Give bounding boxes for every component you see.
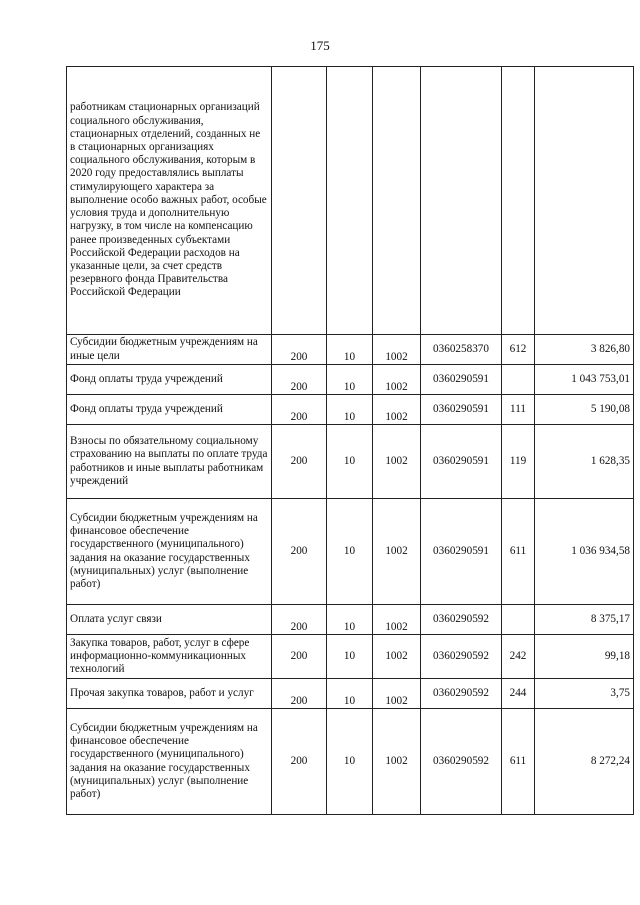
amount-cell: 5 190,08 (535, 395, 634, 425)
subsection-code-cell: 1002 (373, 605, 421, 635)
section-code-cell: 10 (327, 365, 373, 395)
section-code-cell: 10 (327, 335, 373, 365)
amount-cell: 99,18 (535, 635, 634, 679)
target-article-cell: 0360290591 (421, 499, 502, 605)
admin-code-cell: 200 (272, 395, 327, 425)
subsection-code-cell: 1002 (373, 395, 421, 425)
table-row (67, 679, 634, 709)
subsection-code-cell: 1002 (373, 335, 421, 365)
subsection-code-cell: 1002 (373, 679, 421, 709)
row-description: Субсидии бюджетным учреждениям на иные цели (67, 335, 272, 365)
expense-type-cell: 119 (502, 425, 535, 499)
table-row (67, 67, 634, 335)
expense-type-cell (502, 365, 535, 395)
admin-code-cell: 200 (272, 605, 327, 635)
target-article-cell: 0360290592 (421, 709, 502, 815)
row-description: работникам стационарных организаций социального обслуживания, стационарных отделений, созданных не в стационарных организациях социального обслуживания, которым в 2020 году предоставлялись выплаты стимулирующего характера за выполнение особо важных работ, особые условия труда и дополнительную нагрузку, в том числе на компенсацию ранее произведенных субъектами Российской Федерации расходов на указанные цели, за счет средств резервного фонда Правительства Российской Федерации (67, 67, 272, 335)
section-code-cell: 10 (327, 679, 373, 709)
row-description: Субсидии бюджетным учреждениям на финансовое обеспечение государственного (муниципального) задания на оказание государственных (муниципальных) услуг (выполнение работ) (67, 499, 272, 605)
expense-type-cell: 612 (502, 335, 535, 365)
admin-code-cell: 200 (272, 335, 327, 365)
subsection-code-cell: 1002 (373, 425, 421, 499)
target-article-cell: 0360290592 (421, 605, 502, 635)
expense-type-cell: 244 (502, 679, 535, 709)
subsection-code-cell: 1002 (373, 635, 421, 679)
admin-code-cell: 200 (272, 365, 327, 395)
expense-type-cell: 242 (502, 635, 535, 679)
expense-type-cell: 111 (502, 395, 535, 425)
target-article-cell: 0360290591 (421, 365, 502, 395)
row-description: Фонд оплаты труда учреждений (67, 365, 272, 395)
section-code-cell: 10 (327, 425, 373, 499)
amount-cell: 3 826,80 (535, 335, 634, 365)
table-row (67, 365, 634, 395)
expense-type-cell: 611 (502, 709, 535, 815)
target-article-cell: 0360290592 (421, 679, 502, 709)
admin-code-cell: 200 (272, 709, 327, 815)
table-row (67, 335, 634, 365)
target-article-cell: 0360290592 (421, 635, 502, 679)
budget-table (66, 66, 634, 815)
section-code-cell: 10 (327, 395, 373, 425)
row-description: Фонд оплаты труда учреждений (67, 395, 272, 425)
target-article-cell: 0360290591 (421, 425, 502, 499)
section-code-cell: 10 (327, 709, 373, 815)
amount-cell: 8 272,24 (535, 709, 634, 815)
subsection-code-cell: 1002 (373, 709, 421, 815)
table-row (67, 709, 634, 815)
table-row (67, 395, 634, 425)
table-row (67, 605, 634, 635)
subsection-code-cell (373, 67, 421, 335)
row-description: Закупка товаров, работ, услуг в сфере информационно-коммуникационных технологий (67, 635, 272, 679)
amount-cell: 1 043 753,01 (535, 365, 634, 395)
expense-type-cell (502, 67, 535, 335)
admin-code-cell: 200 (272, 425, 327, 499)
amount-cell: 3,75 (535, 679, 634, 709)
admin-code-cell: 200 (272, 679, 327, 709)
target-article-cell (421, 67, 502, 335)
target-article-cell: 0360258370 (421, 335, 502, 365)
admin-code-cell (272, 67, 327, 335)
row-description: Взносы по обязательному социальному страхованию на выплаты по оплате труда работников и иные выплаты работникам учреждений (67, 425, 272, 499)
expense-type-cell (502, 605, 535, 635)
section-code-cell: 10 (327, 605, 373, 635)
section-code-cell: 10 (327, 635, 373, 679)
amount-cell (535, 67, 634, 335)
amount-cell: 8 375,17 (535, 605, 634, 635)
subsection-code-cell: 1002 (373, 365, 421, 395)
table-row (67, 635, 634, 679)
section-code-cell (327, 67, 373, 335)
admin-code-cell: 200 (272, 635, 327, 679)
row-description: Оплата услуг связи (67, 605, 272, 635)
expense-type-cell: 611 (502, 499, 535, 605)
admin-code-cell: 200 (272, 499, 327, 605)
subsection-code-cell: 1002 (373, 499, 421, 605)
page-number: 175 (310, 38, 330, 53)
target-article-cell: 0360290591 (421, 395, 502, 425)
table-row (67, 425, 634, 499)
amount-cell: 1 036 934,58 (535, 499, 634, 605)
table-row (67, 499, 634, 605)
row-description: Субсидии бюджетным учреждениям на финансовое обеспечение государственного (муниципального) задания на оказание государственных (муниципальных) услуг (выполнение работ) (67, 709, 272, 815)
section-code-cell: 10 (327, 499, 373, 605)
amount-cell: 1 628,35 (535, 425, 634, 499)
row-description: Прочая закупка товаров, работ и услуг (67, 679, 272, 709)
